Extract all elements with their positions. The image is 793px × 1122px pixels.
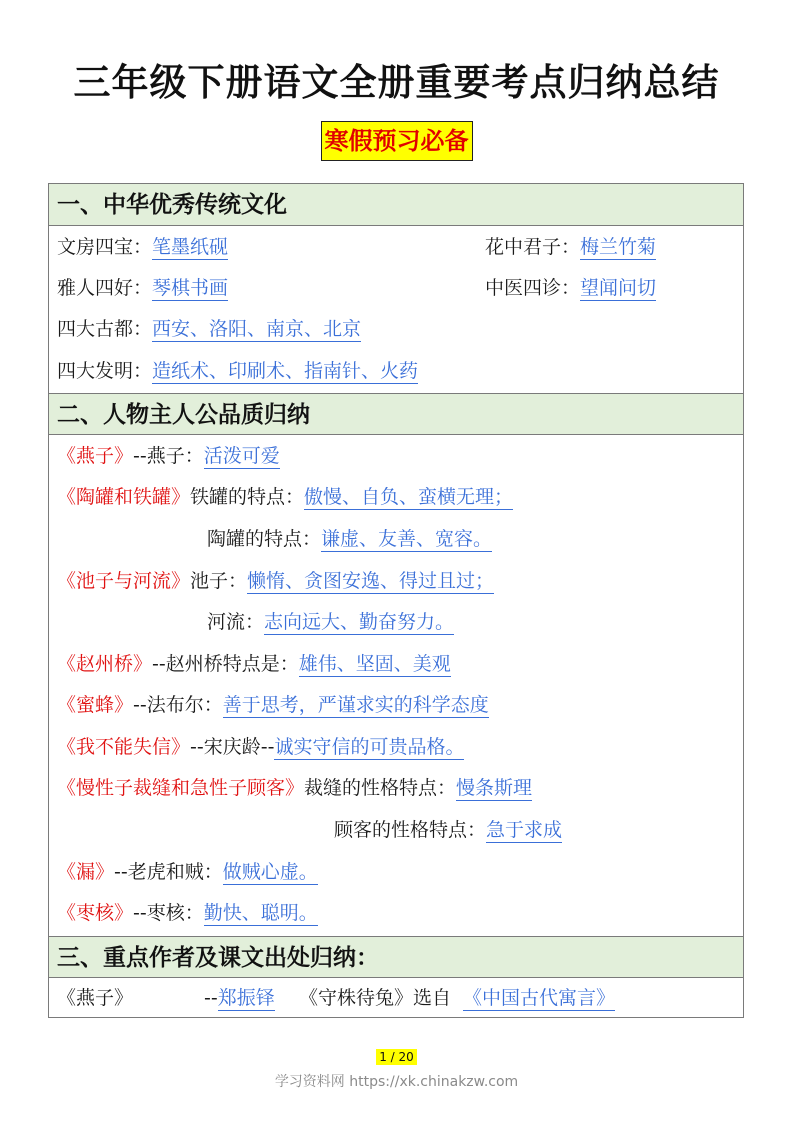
row-label: 四大发明： bbox=[57, 360, 153, 382]
character-row bbox=[57, 651, 451, 677]
lesson-title: 《陶罐和铁罐》 bbox=[57, 486, 191, 508]
row-label: 花中君子： bbox=[485, 236, 581, 258]
row-label: --赵州桥特点是： bbox=[152, 653, 299, 675]
character-row bbox=[57, 484, 513, 510]
lesson-title: 《慢性子裁缝和急性子顾客》 bbox=[57, 777, 305, 799]
page-number-label: 1 / 20 bbox=[376, 1049, 417, 1065]
culture-row bbox=[57, 275, 228, 301]
row-label: 雅人四好： bbox=[57, 277, 153, 299]
row-label: 顾客的性格特点： bbox=[334, 819, 487, 841]
lesson-title: 《赵州桥》 bbox=[57, 653, 153, 675]
lesson-title: 《池子与河流》 bbox=[57, 570, 191, 592]
row-answer: 《中国古代寓言》 bbox=[463, 987, 616, 1009]
row-label: 陶罐的特点： bbox=[207, 528, 322, 550]
subtitle-wrap bbox=[0, 121, 793, 161]
row-label: --老虎和贼： bbox=[114, 861, 223, 883]
footer-source: 学习资料网 https://xk.chinakzw.com bbox=[274, 1074, 519, 1090]
culture-row-right bbox=[485, 234, 656, 260]
row-label: --宋庆龄-- bbox=[190, 736, 275, 758]
character-row bbox=[57, 900, 318, 926]
row-answer: 西安、洛阳、南京、北京 bbox=[152, 318, 362, 340]
row-answer: 诚实守信的可贵品格。 bbox=[274, 736, 465, 758]
character-row bbox=[57, 859, 318, 885]
lesson-title: 《漏》 bbox=[57, 861, 115, 883]
lesson-title: 《枣核》 bbox=[57, 902, 134, 924]
character-row bbox=[57, 775, 532, 801]
character-row bbox=[57, 443, 280, 469]
character-row bbox=[57, 568, 494, 594]
row-label: 四大古都： bbox=[57, 318, 153, 340]
lesson-title: 《燕子》 bbox=[57, 987, 134, 1009]
lesson-title: 《燕子》 bbox=[57, 445, 134, 467]
row-answer: 勤快、聪明。 bbox=[203, 902, 318, 924]
row-answer: 笔墨纸砚 bbox=[152, 236, 229, 258]
row-answer: 梅兰竹菊 bbox=[580, 236, 657, 258]
row-answer: 做贼心虚。 bbox=[222, 861, 318, 883]
culture-row bbox=[57, 316, 361, 342]
character-row bbox=[57, 692, 489, 718]
row-answer: 活泼可爱 bbox=[203, 445, 280, 467]
culture-row-right bbox=[485, 275, 656, 301]
row-label: 河流： bbox=[207, 611, 265, 633]
row-label: 《守株待兔》选自 bbox=[299, 987, 452, 1009]
row-answer: 望闻问切 bbox=[580, 277, 657, 299]
row-answer: 造纸术、印刷术、指南针、火药 bbox=[152, 360, 419, 382]
row-label: 池子： bbox=[190, 570, 248, 592]
culture-row bbox=[57, 358, 418, 384]
subtitle-badge: 寒假预习必备 bbox=[321, 121, 473, 161]
row-answer: 慢条斯理 bbox=[456, 777, 533, 799]
author-row bbox=[204, 985, 275, 1011]
row-answer: 急于求成 bbox=[486, 819, 563, 841]
character-row bbox=[207, 526, 492, 552]
page-number bbox=[0, 1046, 793, 1065]
author-row bbox=[57, 985, 133, 1011]
character-row bbox=[207, 609, 454, 635]
row-label: --法布尔： bbox=[133, 694, 223, 716]
row-label: 文房四宝： bbox=[57, 236, 153, 258]
lesson-title: 《蜜蜂》 bbox=[57, 694, 134, 716]
document-table bbox=[48, 183, 744, 1018]
row-answer: 琴棋书画 bbox=[152, 277, 229, 299]
row-label: --枣核： bbox=[133, 902, 204, 924]
row-answer: 志向远大、勤奋努力。 bbox=[264, 611, 455, 633]
section-heading-characters: 二、人物主人公品质归纳 bbox=[49, 393, 743, 435]
character-row bbox=[334, 817, 562, 843]
row-answer: 善于思考，严谨求实的科学态度 bbox=[222, 694, 489, 716]
character-row bbox=[57, 734, 464, 760]
row-label: -- bbox=[204, 987, 218, 1009]
row-answer: 郑振铎 bbox=[217, 987, 275, 1009]
row-label: 中医四诊： bbox=[485, 277, 581, 299]
row-answer: 懒惰、贪图安逸、得过且过； bbox=[247, 570, 495, 592]
lesson-title: 《我不能失信》 bbox=[57, 736, 191, 758]
section-heading-authors: 三、重点作者及课文出处归纳： bbox=[49, 936, 743, 978]
author-row-right bbox=[299, 985, 615, 1011]
row-answer: 谦虚、友善、宽容。 bbox=[321, 528, 493, 550]
row-label: 铁罐的特点： bbox=[190, 486, 305, 508]
culture-row bbox=[57, 234, 228, 260]
row-label: --燕子： bbox=[133, 445, 204, 467]
row-answer: 傲慢、自负、蛮横无理； bbox=[304, 486, 514, 508]
page-title: 三年级下册语文全册重要考点归纳总结 bbox=[73, 61, 720, 104]
row-label: 裁缝的性格特点： bbox=[304, 777, 457, 799]
row-answer: 雄伟、坚固、美观 bbox=[298, 653, 451, 675]
section-heading-culture: 一、中华优秀传统文化 bbox=[49, 184, 743, 226]
